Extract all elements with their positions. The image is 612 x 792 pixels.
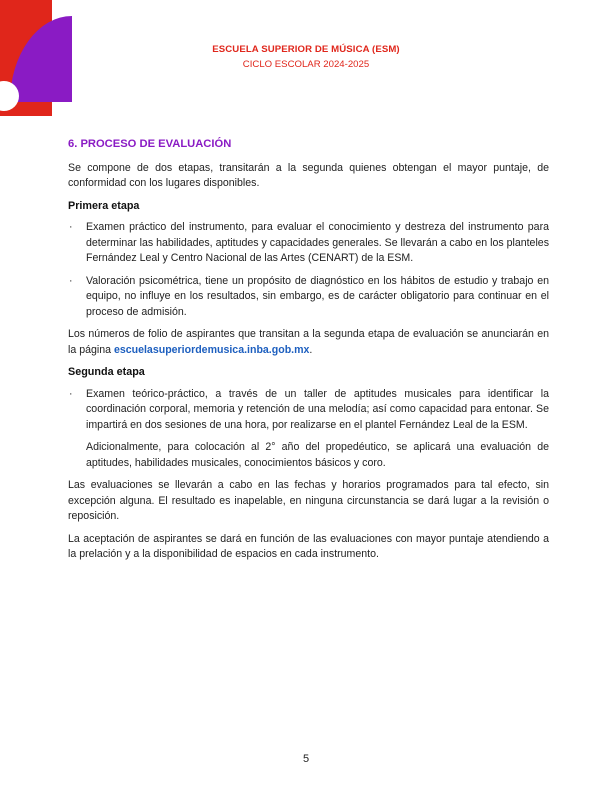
bullet-text: Examen teórico-práctico, a través de un taller de aptitudes musicales para identificar la coordinación corporal, memoria y retención de una melodía; así como capacidad para entonar. Se impartirá en dos sesiones de una hora, por realizarse en el plantel Fernández Leal de la ESM. <box>86 387 549 431</box>
bullet-marker: · <box>69 221 73 233</box>
stage2-bullet <box>68 387 549 434</box>
bullet-text: Examen práctico del instrumento, para evaluar el conocimiento y destreza del instrumento para determinar las habilidades, aptitudes y capacidades generales. Se llevarán a cabo en los planteles Fernández Leal y Centro Nacional de las Artes (CENART) de la ESM. <box>86 221 549 264</box>
folio-end: . <box>309 343 313 356</box>
bullet-marker: · <box>69 387 73 400</box>
stage2-heading: Segunda etapa <box>68 366 145 378</box>
additional-paragraph: Adicionalmente, para colocación al 2° año del propedéutico, se aplicará una evaluación de aptitudes, habilidades musicales, conocimientos básicos y coro. <box>86 441 549 469</box>
section-title: 6. PROCESO DE EVALUACIÓN <box>68 138 232 150</box>
school-cycle: CICLO ESCOLAR 2024-2025 <box>242 59 370 70</box>
document-header <box>0 44 612 70</box>
website-link[interactable]: escuelasuperiordemusica.inba.gob.mx <box>113 343 310 356</box>
folio-paragraph <box>68 327 549 358</box>
closing-paragraph: La aceptación de aspirantes se dará en función de las evaluaciones con mayor puntaje atendiendo a la prelación y a la disponibilidad de espacios en cada instrumento. <box>68 532 549 560</box>
stage1-bullet <box>68 220 549 267</box>
intro-paragraph: Se compone de dos etapas, transitarán a la segunda quienes obtengan el mayor puntaje, de conformidad con los lugares disponibles. <box>68 161 549 189</box>
school-name: ESCUELA SUPERIOR DE MÚSICA (ESM) <box>212 44 400 55</box>
main-content <box>68 137 549 570</box>
page-number: 5 <box>302 753 310 765</box>
folio-text: Los números de folio de aspirantes que transitan a la segunda etapa de evaluación se anunciarán en la página <box>68 328 549 356</box>
stage1-heading: Primera etapa <box>68 199 140 212</box>
bullet-text: Valoración psicométrica, tiene un propósito de diagnóstico en los hábitos de estudio y trabajo en equipo, no influye en los resultados, sin embargo, es de carácter obligatorio para continuar en el proceso de admisión. <box>86 274 549 318</box>
bullet-marker: · <box>69 274 73 287</box>
stage1-bullet <box>68 274 549 321</box>
closing-paragraph: Las evaluaciones se llevarán a cabo en las fechas y horarios programados para tal efecto, sin excepción alguna. El resultado es inapelable, en ninguna circunstancia se dará lugar a la revisión o reposición. <box>68 479 549 522</box>
